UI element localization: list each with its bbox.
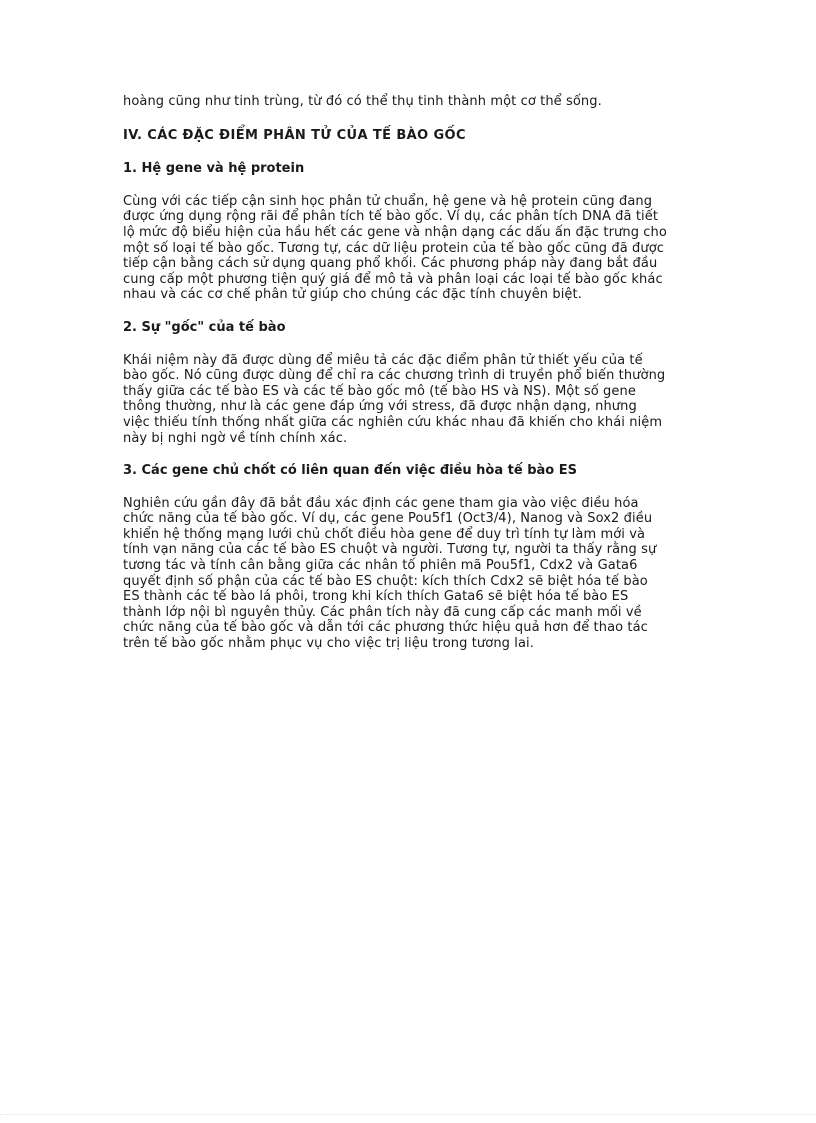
intro-paragraph: hoàng cũng như tinh trùng, từ đó có thể thụ tinh thành một cơ thể sống. — [123, 94, 602, 109]
text-line: tương tác và tính cân bằng giữa các nhân tố phiên mã Pou5f1, Cdx2 và Gata6 — [123, 558, 638, 574]
text-line: Khái niệm này đã được dùng để miêu tả các đặc điểm phân tử thiết yếu của tế — [123, 352, 643, 368]
text-line: cung cấp một phương tiện quý giá để mô tả và phân loại các loại tế bào gốc khác — [123, 271, 663, 287]
text-line: thấy giữa các tế bào ES và các tế bào gốc mô (tế bào HS và NS). Một số gene — [123, 383, 636, 399]
paragraph-key-genes — [123, 496, 699, 652]
section-heading: IV. CÁC ĐẶC ĐIỂM PHÂN TỬ CỦA TẾ BÀO GỐC — [123, 127, 466, 143]
text-line: Nghiên cứu gần đây đã bắt đầu xác định các gene tham gia vào việc điều hóa — [123, 495, 639, 511]
subsection-heading-stemness: 2. Sự "gốc" của tế bào — [123, 319, 286, 335]
text-line: ES thành các tế bào lá phôi, trong khi kích thích Gata6 sẽ biệt hóa tế bào ES — [123, 589, 629, 605]
page-bottom-divider — [0, 1114, 816, 1115]
paragraph-genome-proteome — [123, 194, 699, 303]
text-line: chức năng của tế bào gốc và dẫn tới các phương thức hiệu quả hơn để thao tác — [123, 620, 648, 636]
text-line: chức năng của tế bào gốc. Ví dụ, các gene Pou5f1 (Oct3/4), Nanog và Sox2 điều — [123, 511, 653, 527]
text-line: tiếp cận bằng cách sử dụng quang phổ khối. Các phương pháp này đang bắt đầu — [123, 256, 658, 272]
document-page — [123, 94, 699, 669]
text-line: Cùng với các tiếp cận sinh học phân tử chuẩn, hệ gene và hệ protein cũng đang — [123, 193, 653, 209]
text-line: quyết định số phận của các tế bào ES chuột: kích thích Cdx2 sẽ biệt hóa tế bào — [123, 573, 648, 589]
text-line: một số loại tế bào gốc. Tương tự, các dữ liệu protein của tế bào gốc cũng đã được — [123, 240, 664, 256]
text-line: thành lớp nội bì nguyên thủy. Các phân tích này đã cung cấp các manh mối về — [123, 604, 642, 620]
text-line: trên tế bào gốc nhằm phục vụ cho việc trị liệu trong tương lai. — [123, 636, 534, 652]
text-line: lộ mức độ biểu hiện của hầu hết các gene và nhận dạng các dấu ấn đặc trưng cho — [123, 224, 667, 240]
text-line: thông thường, như là các gene đáp ứng với stress, đã được nhận dạng, nhưng — [123, 399, 637, 415]
text-line: tính vạn năng của các tế bào ES chuột và người. Tương tự, người ta thấy rằng sự — [123, 542, 657, 558]
text-line: nhau và các cơ chế phân tử giúp cho chúng các đặc tính chuyên biệt. — [123, 287, 582, 303]
text-line: việc thiếu tính thống nhất giữa các nghiên cứu khác nhau đã khiến cho khái niệm — [123, 414, 663, 430]
text-line: khiển hệ thống mạng lưới chủ chốt điều hòa gene để duy trì tính tự làm mới và — [123, 526, 646, 542]
subsection-heading-key-genes: 3. Các gene chủ chốt có liên quan đến việc điều hòa tế bào ES — [123, 463, 577, 479]
paragraph-stemness — [123, 353, 699, 447]
subsection-heading-genome-proteome: 1. Hệ gene và hệ protein — [123, 161, 305, 177]
text-line: này bị nghi ngờ về tính chính xác. — [123, 430, 348, 446]
text-line: được ứng dụng rộng rãi để phân tích tế bào gốc. Ví dụ, các phân tích DNA đã tiết — [123, 209, 659, 225]
text-line: bào gốc. Nó cũng được dùng để chỉ ra các chương trình di truyền phổ biến thường — [123, 368, 666, 384]
